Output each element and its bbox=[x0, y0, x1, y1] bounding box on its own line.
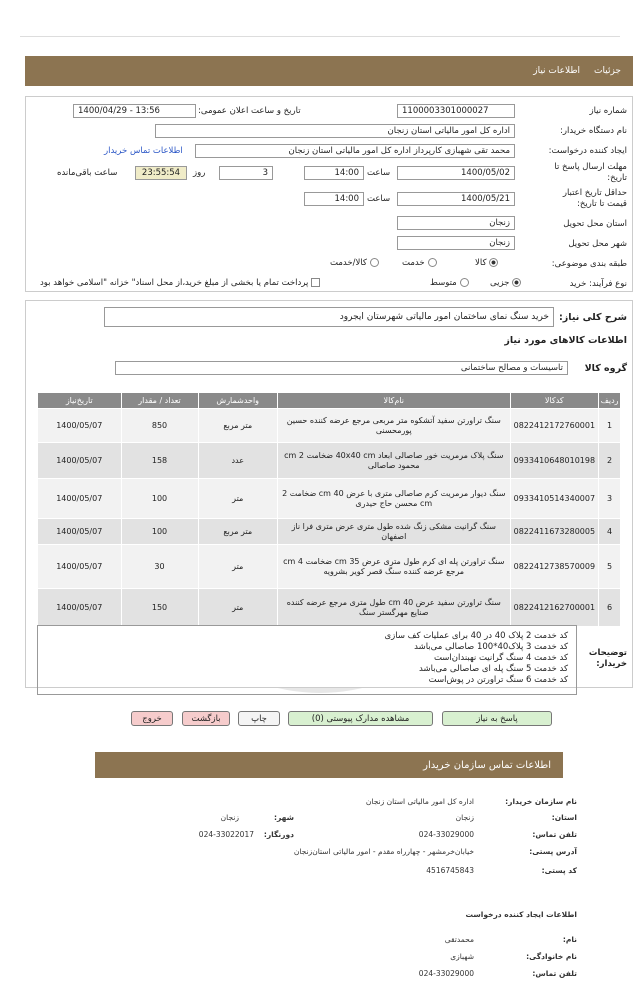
cell-unit: متر bbox=[198, 589, 277, 627]
tab-details[interactable]: جزئیات bbox=[594, 66, 621, 76]
need-number-label: شماره نیاز bbox=[589, 106, 627, 116]
radio-icon[interactable] bbox=[460, 278, 469, 287]
cell-qty: 158 bbox=[121, 443, 198, 479]
creator-family-label: نام خانوادگی: bbox=[526, 952, 577, 961]
table-row bbox=[38, 545, 621, 589]
contact-province-value: زنجان bbox=[455, 813, 474, 822]
cell-name: سنگ پلاک مرمریت خور صاصالی ابعاد 40x40 cm ضخامت 2 cm محمود صاصالی bbox=[277, 443, 510, 479]
col-code: کدکالا bbox=[510, 393, 598, 409]
notes-line: کد خدمت 2 پلاک 40 در 40 برای عملیات کف سازی bbox=[384, 631, 568, 641]
category-service-option[interactable] bbox=[402, 258, 437, 268]
notes-box bbox=[37, 625, 577, 695]
table-row bbox=[38, 443, 621, 479]
cell-row: 5 bbox=[599, 545, 621, 589]
day-label: روز bbox=[193, 168, 206, 178]
contact-header: اطلاعات تماس سازمان خریدار bbox=[95, 752, 563, 778]
summary-label: شرح کلی نیاز: bbox=[558, 312, 627, 323]
notes-line: کد خدمت 5 سنگ پله ای صاصالی می‌باشد bbox=[419, 664, 568, 675]
province-label: استان محل تحویل bbox=[563, 219, 627, 229]
province-field: زنجان bbox=[397, 216, 515, 230]
announce-label: تاریخ و ساعت اعلان عمومی: bbox=[198, 106, 301, 116]
cell-code: 0933410648010198 bbox=[510, 443, 598, 479]
cell-unit: عدد bbox=[198, 443, 277, 479]
cell-row: 4 bbox=[599, 519, 621, 545]
group-field: تاسیسات و مصالح ساختمانی bbox=[115, 361, 568, 375]
cell-qty: 100 bbox=[121, 519, 198, 545]
group-label: گروه کالا bbox=[584, 363, 627, 374]
table-row bbox=[38, 409, 621, 443]
cell-qty: 150 bbox=[121, 589, 198, 627]
creator-family-value: شهبازی bbox=[450, 952, 474, 961]
radio-icon[interactable] bbox=[428, 258, 437, 267]
cell-unit: متر bbox=[198, 545, 277, 589]
cell-code: 0933410514340007 bbox=[510, 479, 598, 519]
process-medium-label: متوسط bbox=[430, 278, 457, 288]
category-both-option[interactable] bbox=[330, 258, 379, 268]
process-minor-option[interactable] bbox=[490, 278, 521, 288]
creator-label: ایجاد کننده درخواست: bbox=[548, 146, 627, 156]
cell-qty: 30 bbox=[121, 545, 198, 589]
reply-button[interactable]: پاسخ به نیاز bbox=[442, 711, 552, 726]
items-table bbox=[37, 392, 621, 627]
cell-row: 1 bbox=[599, 409, 621, 443]
table-row bbox=[38, 519, 621, 545]
cell-name: سنگ تراورتن سفید آتشکوه متر مربعی مرجع عرضه کننده حسین پورمحسنی bbox=[277, 409, 510, 443]
deadline-date-field: 1400/05/02 bbox=[397, 166, 515, 180]
remaining-time-field: 23:55:54 bbox=[135, 166, 187, 180]
process-medium-option[interactable] bbox=[430, 278, 469, 288]
cell-date: 1400/05/07 bbox=[38, 519, 122, 545]
contact-province-label: استان: bbox=[551, 813, 577, 822]
exit-button[interactable]: خروج bbox=[131, 711, 173, 726]
validity-label: حداقل تاریخ اعتبار قیمت تا تاریخ: bbox=[562, 188, 627, 210]
print-button[interactable]: چاپ bbox=[238, 711, 280, 726]
table-header-row bbox=[38, 393, 621, 409]
notes-line: کد خدمت 4 سنگ گرانیت نهبندان‌است bbox=[433, 653, 568, 664]
contact-address-label: آدرس پستی: bbox=[529, 847, 577, 856]
buyer-contact-link[interactable]: اطلاعات تماس خریدار bbox=[104, 146, 183, 156]
cell-code: 0822411673280005 bbox=[510, 519, 598, 545]
deadline-label: مهلت ارسال پاسخ تا تاریخ: bbox=[554, 162, 627, 184]
creator-phone-label: تلفن تماس: bbox=[532, 969, 577, 978]
contact-city-label: شهر: bbox=[274, 813, 294, 822]
cell-name: سنگ تراورتن پله ای کرم طول متری عرض 35 cm ضخامت 4 cm مرجع عرضه کننده سنگ قصر کویر بشرویه bbox=[277, 545, 510, 589]
summary-field: خرید سنگ نمای ساختمان امور مالیاتی شهرستان ایجرود bbox=[104, 307, 554, 327]
radio-selected-icon[interactable] bbox=[512, 278, 521, 287]
category-goods-label: کالا bbox=[475, 258, 487, 268]
contact-postal-label: کد پستی: bbox=[541, 866, 577, 875]
contact-phone-value: 024-33029000 bbox=[418, 830, 474, 839]
tab-need-info[interactable]: اطلاعات نیاز bbox=[533, 66, 581, 76]
validity-date-field: 1400/05/21 bbox=[397, 192, 515, 206]
creator-name-value: محمدتقی bbox=[444, 935, 474, 944]
back-button[interactable]: بازگشت bbox=[182, 711, 230, 726]
payment-note: پرداخت تمام یا بخشی از مبلغ خرید،از محل اسناد" خزانه "اسلامی خواهد بود bbox=[40, 278, 309, 288]
cell-unit: متر bbox=[198, 479, 277, 519]
radio-selected-icon[interactable] bbox=[489, 258, 498, 267]
cell-unit: متر مربع bbox=[198, 519, 277, 545]
cell-row: 6 bbox=[599, 589, 621, 627]
cell-unit: متر مربع bbox=[198, 409, 277, 443]
cell-row: 3 bbox=[599, 479, 621, 519]
col-date: تاریخ‌نیاز bbox=[38, 393, 122, 409]
creator-info-title: اطلاعات ایجاد کننده درخواست bbox=[465, 910, 577, 919]
cell-date: 1400/05/07 bbox=[38, 589, 122, 627]
announce-field: 1400/04/29 - 13:56 bbox=[73, 104, 196, 118]
cell-qty: 100 bbox=[121, 479, 198, 519]
cell-code: 0822412162700001 bbox=[510, 589, 598, 627]
creator-field: محمد تقی شهبازی کارپرداز اداره کل امور مالیاتی استان زنجان bbox=[195, 144, 515, 158]
notes-label: توضیحات خریدار: bbox=[588, 648, 627, 670]
cell-row: 2 bbox=[599, 443, 621, 479]
city-label: شهر محل تحویل bbox=[568, 239, 627, 249]
notes-line: کد خدمت 6 سنگ تراورتن در پوش‌است bbox=[428, 675, 568, 686]
contact-city-value: زنجان bbox=[220, 813, 239, 822]
process-minor-label: جزیی bbox=[490, 278, 510, 288]
creator-phone-value: 024-33029000 bbox=[418, 969, 474, 978]
radio-icon[interactable] bbox=[370, 258, 379, 267]
contact-address-value: خیابان‌خرمشهر - چهارراه مقدم - امور مالیاتی استان‌زنجان bbox=[293, 847, 474, 856]
page-header bbox=[25, 56, 633, 86]
cell-name: سنگ دیوار مرمریت کرم صاصالی متری با عرض 40 cm ضخامت 2 cm محسن حاج حیدری bbox=[277, 479, 510, 519]
contact-org-label: نام سازمان خریدار: bbox=[505, 797, 577, 806]
remaining-label: ساعت باقی‌مانده bbox=[57, 168, 118, 178]
checkbox-icon[interactable] bbox=[311, 278, 320, 287]
cell-date: 1400/05/07 bbox=[38, 443, 122, 479]
days-field: 3 bbox=[219, 166, 273, 180]
cell-date: 1400/05/07 bbox=[38, 479, 122, 519]
need-number-field: 1100003301000027 bbox=[397, 104, 515, 118]
city-field: زنجان bbox=[397, 236, 515, 250]
category-service-label: خدمت bbox=[402, 258, 425, 268]
cell-date: 1400/05/07 bbox=[38, 545, 122, 589]
col-qty: تعداد / مقدار bbox=[121, 393, 198, 409]
cell-name: سنگ تراورتن سفید عرض 40 cm طول متری مرجع عرضه کننده صنایع مهرگستر سنگ bbox=[277, 589, 510, 627]
process-label: نوع فرآیند: خرید bbox=[569, 279, 627, 289]
attachments-button[interactable]: مشاهده مدارک پیوستی (0) bbox=[288, 711, 433, 726]
cell-qty: 850 bbox=[121, 409, 198, 443]
creator-name-label: نام: bbox=[562, 935, 577, 944]
top-divider bbox=[20, 36, 620, 37]
buyer-org-label: نام دستگاه خریدار: bbox=[560, 126, 627, 136]
category-goods-option[interactable] bbox=[475, 258, 498, 268]
payment-option[interactable] bbox=[40, 278, 320, 288]
category-label: طبقه بندی موضوعی: bbox=[551, 259, 627, 269]
cell-code: 0822412738570009 bbox=[510, 545, 598, 589]
notes-line: کد خدمت 3 پلاک40*100 صاصالی می‌باشد bbox=[414, 642, 568, 653]
buyer-org-field: اداره کل امور مالیاتی استان زنجان bbox=[155, 124, 515, 138]
table-row bbox=[38, 479, 621, 519]
deadline-hour-label: ساعت bbox=[367, 168, 391, 178]
table-row bbox=[38, 589, 621, 627]
cell-code: 0822412172760001 bbox=[510, 409, 598, 443]
validity-time-field: 14:00 bbox=[304, 192, 364, 206]
cell-name: سنگ گرانیت مشکی زنگ شده طول متری عرض متری فرا ناز اصفهان bbox=[277, 519, 510, 545]
deadline-time-field: 14:00 bbox=[304, 166, 364, 180]
contact-phone-label: تلفن تماس: bbox=[532, 830, 577, 839]
contact-fax-value: 024-33022017 bbox=[198, 830, 254, 839]
contact-fax-label: دورنگار: bbox=[263, 830, 294, 839]
validity-hour-label: ساعت bbox=[367, 194, 391, 204]
col-row: ردیف bbox=[599, 393, 621, 409]
contact-postal-value: 4516745843 bbox=[426, 866, 474, 875]
category-both-label: کالا/خدمت bbox=[330, 258, 367, 268]
goods-info-title: اطلاعات کالاهای مورد نیاز bbox=[504, 335, 627, 346]
contact-org-value: اداره کل امور مالیاتی استان زنجان bbox=[365, 797, 474, 806]
cell-date: 1400/05/07 bbox=[38, 409, 122, 443]
col-unit: واحدشمارش bbox=[198, 393, 277, 409]
col-name: نام‌کالا bbox=[277, 393, 510, 409]
